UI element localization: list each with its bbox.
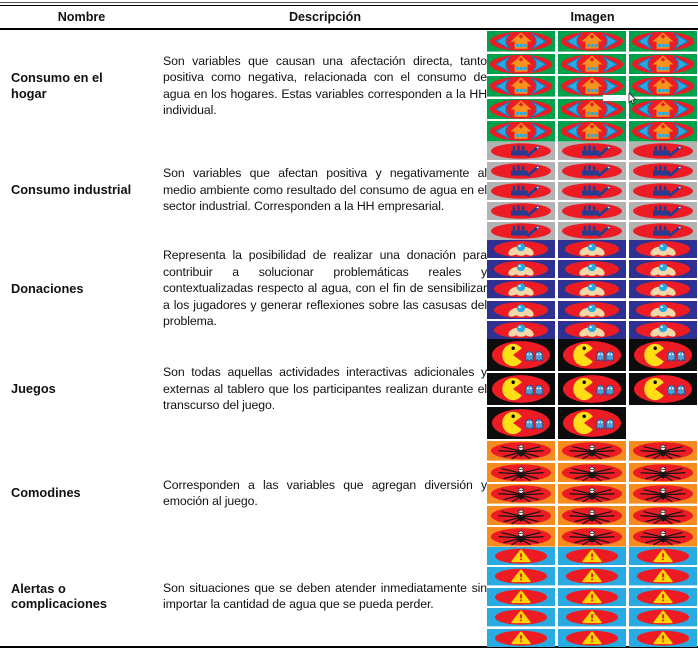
donation-hands-card <box>629 301 697 319</box>
row-description <box>163 546 487 646</box>
warning-triangle-icon <box>487 608 555 626</box>
warning-triangle-icon <box>558 567 626 585</box>
home-arrows-icon <box>629 76 697 97</box>
pacman-icon <box>487 407 555 439</box>
row-description-text: Son variables que causan una afectación directa, tanto positiva como negativa, relacionada con el consumo de agua en los hogares. Estas variables corresponden a la HH individual. <box>163 53 487 117</box>
table-row <box>0 239 698 338</box>
pacman-card <box>629 339 697 371</box>
factory-icon <box>487 182 555 200</box>
factory-icon <box>487 222 555 240</box>
card-grid <box>487 441 698 547</box>
card-types-table <box>0 2 698 648</box>
hands-water-drop-icon <box>629 321 697 339</box>
row-name: Juegos <box>11 381 56 397</box>
hands-water-drop-icon <box>558 240 626 258</box>
home-arrows-icon <box>487 99 555 120</box>
warning-card <box>629 588 697 606</box>
factory-icon <box>558 202 626 220</box>
warning-card <box>487 608 555 626</box>
warning-card <box>629 567 697 585</box>
row-image-cell <box>487 546 698 646</box>
warning-triangle-icon <box>629 608 697 626</box>
hands-water-drop-icon <box>629 260 697 278</box>
spider-icon <box>487 463 555 483</box>
pacman-icon <box>558 373 626 405</box>
pacman-card <box>629 373 697 405</box>
warning-triangle-icon <box>487 629 555 647</box>
pacman-icon <box>487 373 555 405</box>
home-arrows-icon <box>558 54 626 75</box>
row-description <box>163 440 487 546</box>
home-arrows-icon <box>558 76 626 97</box>
spider-icon <box>558 441 626 461</box>
hands-water-drop-icon <box>487 240 555 258</box>
home-arrows-icon <box>487 31 555 52</box>
donation-hands-card <box>558 280 626 298</box>
factory-card <box>487 162 555 180</box>
pacman-card <box>487 339 555 371</box>
home-arrows-card <box>487 121 555 142</box>
donation-hands-card <box>558 240 626 258</box>
card-grid <box>487 31 698 142</box>
row-name: Alertas o complicaciones <box>11 580 108 611</box>
hands-water-drop-icon <box>558 301 626 319</box>
factory-icon <box>629 202 697 220</box>
hands-water-drop-icon <box>629 280 697 298</box>
row-description-text: Representa la posibilidad de realizar una donación para contribuir a solucionar problemáticas reales y contextualizadas respecto al agua, con el fin de sensibilizar a los jugadores y generar reflexiones sobre las casusas del problema. <box>163 248 487 329</box>
table-row <box>0 546 698 646</box>
donation-hands-card <box>629 321 697 339</box>
row-image-cell <box>487 30 698 141</box>
row-description <box>163 338 487 440</box>
row-image-cell <box>487 338 698 440</box>
warning-card <box>487 547 555 565</box>
warning-card <box>487 567 555 585</box>
row-description-text: Son situaciones que se deben atender inmediatamente sin importar la cantidad de agua que se pueda perder. <box>163 580 487 611</box>
warning-card <box>629 608 697 626</box>
warning-triangle-icon <box>487 567 555 585</box>
table-row <box>0 338 698 440</box>
spider-card <box>629 506 697 526</box>
warning-triangle-icon <box>629 588 697 606</box>
warning-card <box>487 629 555 647</box>
pacman-card <box>487 373 555 405</box>
factory-card <box>487 202 555 220</box>
warning-triangle-icon <box>487 547 555 565</box>
factory-icon <box>487 162 555 180</box>
row-description-text: Son variables que afectan positiva y negativamente al medio ambiente como resultado del consumo de agua en el sector industrial. Corresponden a la HH empresarial. <box>163 166 487 214</box>
donation-hands-card <box>487 240 555 258</box>
pacman-card <box>558 373 626 405</box>
warning-triangle-icon <box>629 567 697 585</box>
home-arrows-card <box>487 54 555 75</box>
spider-card <box>629 441 697 461</box>
pacman-card <box>487 407 555 439</box>
warning-card <box>629 547 697 565</box>
card-grid <box>487 142 698 240</box>
factory-card <box>487 182 555 200</box>
spider-card <box>558 441 626 461</box>
row-image-cell <box>487 239 698 338</box>
spider-icon <box>558 463 626 483</box>
spider-card <box>558 506 626 526</box>
row-image-cell <box>487 440 698 546</box>
factory-card <box>629 222 697 240</box>
spider-card <box>558 484 626 504</box>
hands-water-drop-icon <box>487 321 555 339</box>
spider-icon <box>487 527 555 547</box>
row-name: Consumo en el hogar <box>11 70 103 101</box>
donation-hands-card <box>558 260 626 278</box>
spider-icon <box>487 484 555 504</box>
donation-hands-card <box>487 301 555 319</box>
home-arrows-card <box>487 99 555 120</box>
warning-card <box>558 547 626 565</box>
factory-icon <box>558 222 626 240</box>
donation-hands-card <box>558 321 626 339</box>
hands-water-drop-icon <box>629 240 697 258</box>
warning-triangle-icon <box>487 588 555 606</box>
spider-icon <box>629 441 697 461</box>
column-header-nombre: Nombre <box>57 10 106 24</box>
home-arrows-card <box>629 31 697 52</box>
factory-card <box>487 222 555 240</box>
hands-water-drop-icon <box>487 301 555 319</box>
hands-water-drop-icon <box>558 280 626 298</box>
factory-icon <box>558 142 626 160</box>
table-row <box>0 30 698 141</box>
spider-icon <box>629 484 697 504</box>
home-arrows-icon <box>558 31 626 52</box>
row-description <box>163 141 487 239</box>
pacman-icon <box>629 373 697 405</box>
spider-icon <box>558 527 626 547</box>
home-arrows-icon <box>558 121 626 142</box>
donation-hands-card <box>629 240 697 258</box>
factory-card <box>558 202 626 220</box>
factory-icon <box>629 182 697 200</box>
warning-triangle-icon <box>558 608 626 626</box>
spider-card <box>487 463 555 483</box>
donation-hands-card <box>487 260 555 278</box>
factory-icon <box>629 142 697 160</box>
factory-icon <box>558 162 626 180</box>
warning-triangle-icon <box>558 588 626 606</box>
hands-water-drop-icon <box>487 280 555 298</box>
warning-card <box>629 629 697 647</box>
donation-hands-card <box>558 301 626 319</box>
home-arrows-card <box>487 31 555 52</box>
home-arrows-icon <box>629 54 697 75</box>
factory-card <box>629 162 697 180</box>
home-arrows-icon <box>629 99 697 120</box>
row-name: Consumo industrial <box>11 182 132 198</box>
factory-card <box>487 142 555 160</box>
factory-card <box>558 222 626 240</box>
home-arrows-icon <box>487 121 555 142</box>
warning-triangle-icon <box>629 629 697 647</box>
card-grid <box>487 240 698 339</box>
home-arrows-card <box>629 76 697 97</box>
spider-icon <box>558 484 626 504</box>
table-row <box>0 440 698 546</box>
hands-water-drop-icon <box>487 260 555 278</box>
spider-card <box>558 527 626 547</box>
home-arrows-card <box>558 76 626 97</box>
factory-card <box>629 142 697 160</box>
spider-card <box>487 441 555 461</box>
factory-icon <box>487 202 555 220</box>
spider-card <box>487 527 555 547</box>
donation-hands-card <box>629 260 697 278</box>
home-arrows-card <box>558 31 626 52</box>
pacman-icon <box>487 339 555 371</box>
pacman-card <box>558 407 626 439</box>
spider-icon <box>487 506 555 526</box>
home-arrows-icon <box>629 31 697 52</box>
row-name: Comodines <box>11 485 81 501</box>
card-grid <box>487 339 698 439</box>
home-arrows-card <box>629 54 697 75</box>
home-arrows-icon <box>487 54 555 75</box>
card-grid <box>487 547 698 647</box>
spider-icon <box>558 506 626 526</box>
factory-icon <box>629 162 697 180</box>
pacman-icon <box>629 339 697 371</box>
warning-card <box>558 567 626 585</box>
factory-card <box>558 142 626 160</box>
column-header-imagen: Imagen <box>570 10 615 24</box>
factory-icon <box>629 222 697 240</box>
hands-water-drop-icon <box>558 321 626 339</box>
pacman-card <box>558 339 626 371</box>
spider-card <box>629 527 697 547</box>
spider-icon <box>629 527 697 547</box>
warning-card <box>558 588 626 606</box>
spider-card <box>629 463 697 483</box>
home-arrows-card <box>487 76 555 97</box>
factory-card <box>558 162 626 180</box>
warning-card <box>487 588 555 606</box>
table-top-hairline <box>0 2 698 3</box>
pacman-icon <box>558 339 626 371</box>
factory-icon <box>487 142 555 160</box>
factory-icon <box>558 182 626 200</box>
donation-hands-card <box>629 280 697 298</box>
row-description <box>163 30 487 141</box>
warning-card <box>558 608 626 626</box>
row-description-text: Corresponden a las variables que agregan diversión y emoción al juego. <box>163 477 487 508</box>
warning-triangle-icon <box>629 547 697 565</box>
row-name: Donaciones <box>11 280 84 296</box>
table-row <box>0 141 698 239</box>
hands-water-drop-icon <box>558 260 626 278</box>
home-arrows-card <box>558 54 626 75</box>
donation-hands-card <box>487 321 555 339</box>
warning-triangle-icon <box>558 629 626 647</box>
home-arrows-card <box>629 99 697 120</box>
home-arrows-card <box>629 121 697 142</box>
row-image-cell <box>487 141 698 239</box>
spider-card <box>558 463 626 483</box>
home-arrows-card <box>558 99 626 120</box>
home-arrows-card <box>558 121 626 142</box>
home-arrows-icon <box>558 99 626 120</box>
row-description <box>163 239 487 338</box>
donation-hands-card <box>487 280 555 298</box>
spider-card <box>629 484 697 504</box>
column-header-descripcion: Descripción <box>288 10 362 24</box>
spider-icon <box>629 463 697 483</box>
spider-card <box>487 484 555 504</box>
factory-card <box>629 182 697 200</box>
warning-card <box>558 629 626 647</box>
factory-card <box>629 202 697 220</box>
table-header-row <box>0 6 698 28</box>
home-arrows-icon <box>487 76 555 97</box>
home-arrows-icon <box>629 121 697 142</box>
spider-card <box>487 506 555 526</box>
pacman-icon <box>558 407 626 439</box>
spider-icon <box>629 506 697 526</box>
hands-water-drop-icon <box>629 301 697 319</box>
spider-icon <box>487 441 555 461</box>
factory-card <box>558 182 626 200</box>
warning-triangle-icon <box>558 547 626 565</box>
row-description-text: Son todas aquellas actividades interactivas adicionales y externas al tablero que los participantes realizan durante el transcurso del juego. <box>163 365 487 413</box>
